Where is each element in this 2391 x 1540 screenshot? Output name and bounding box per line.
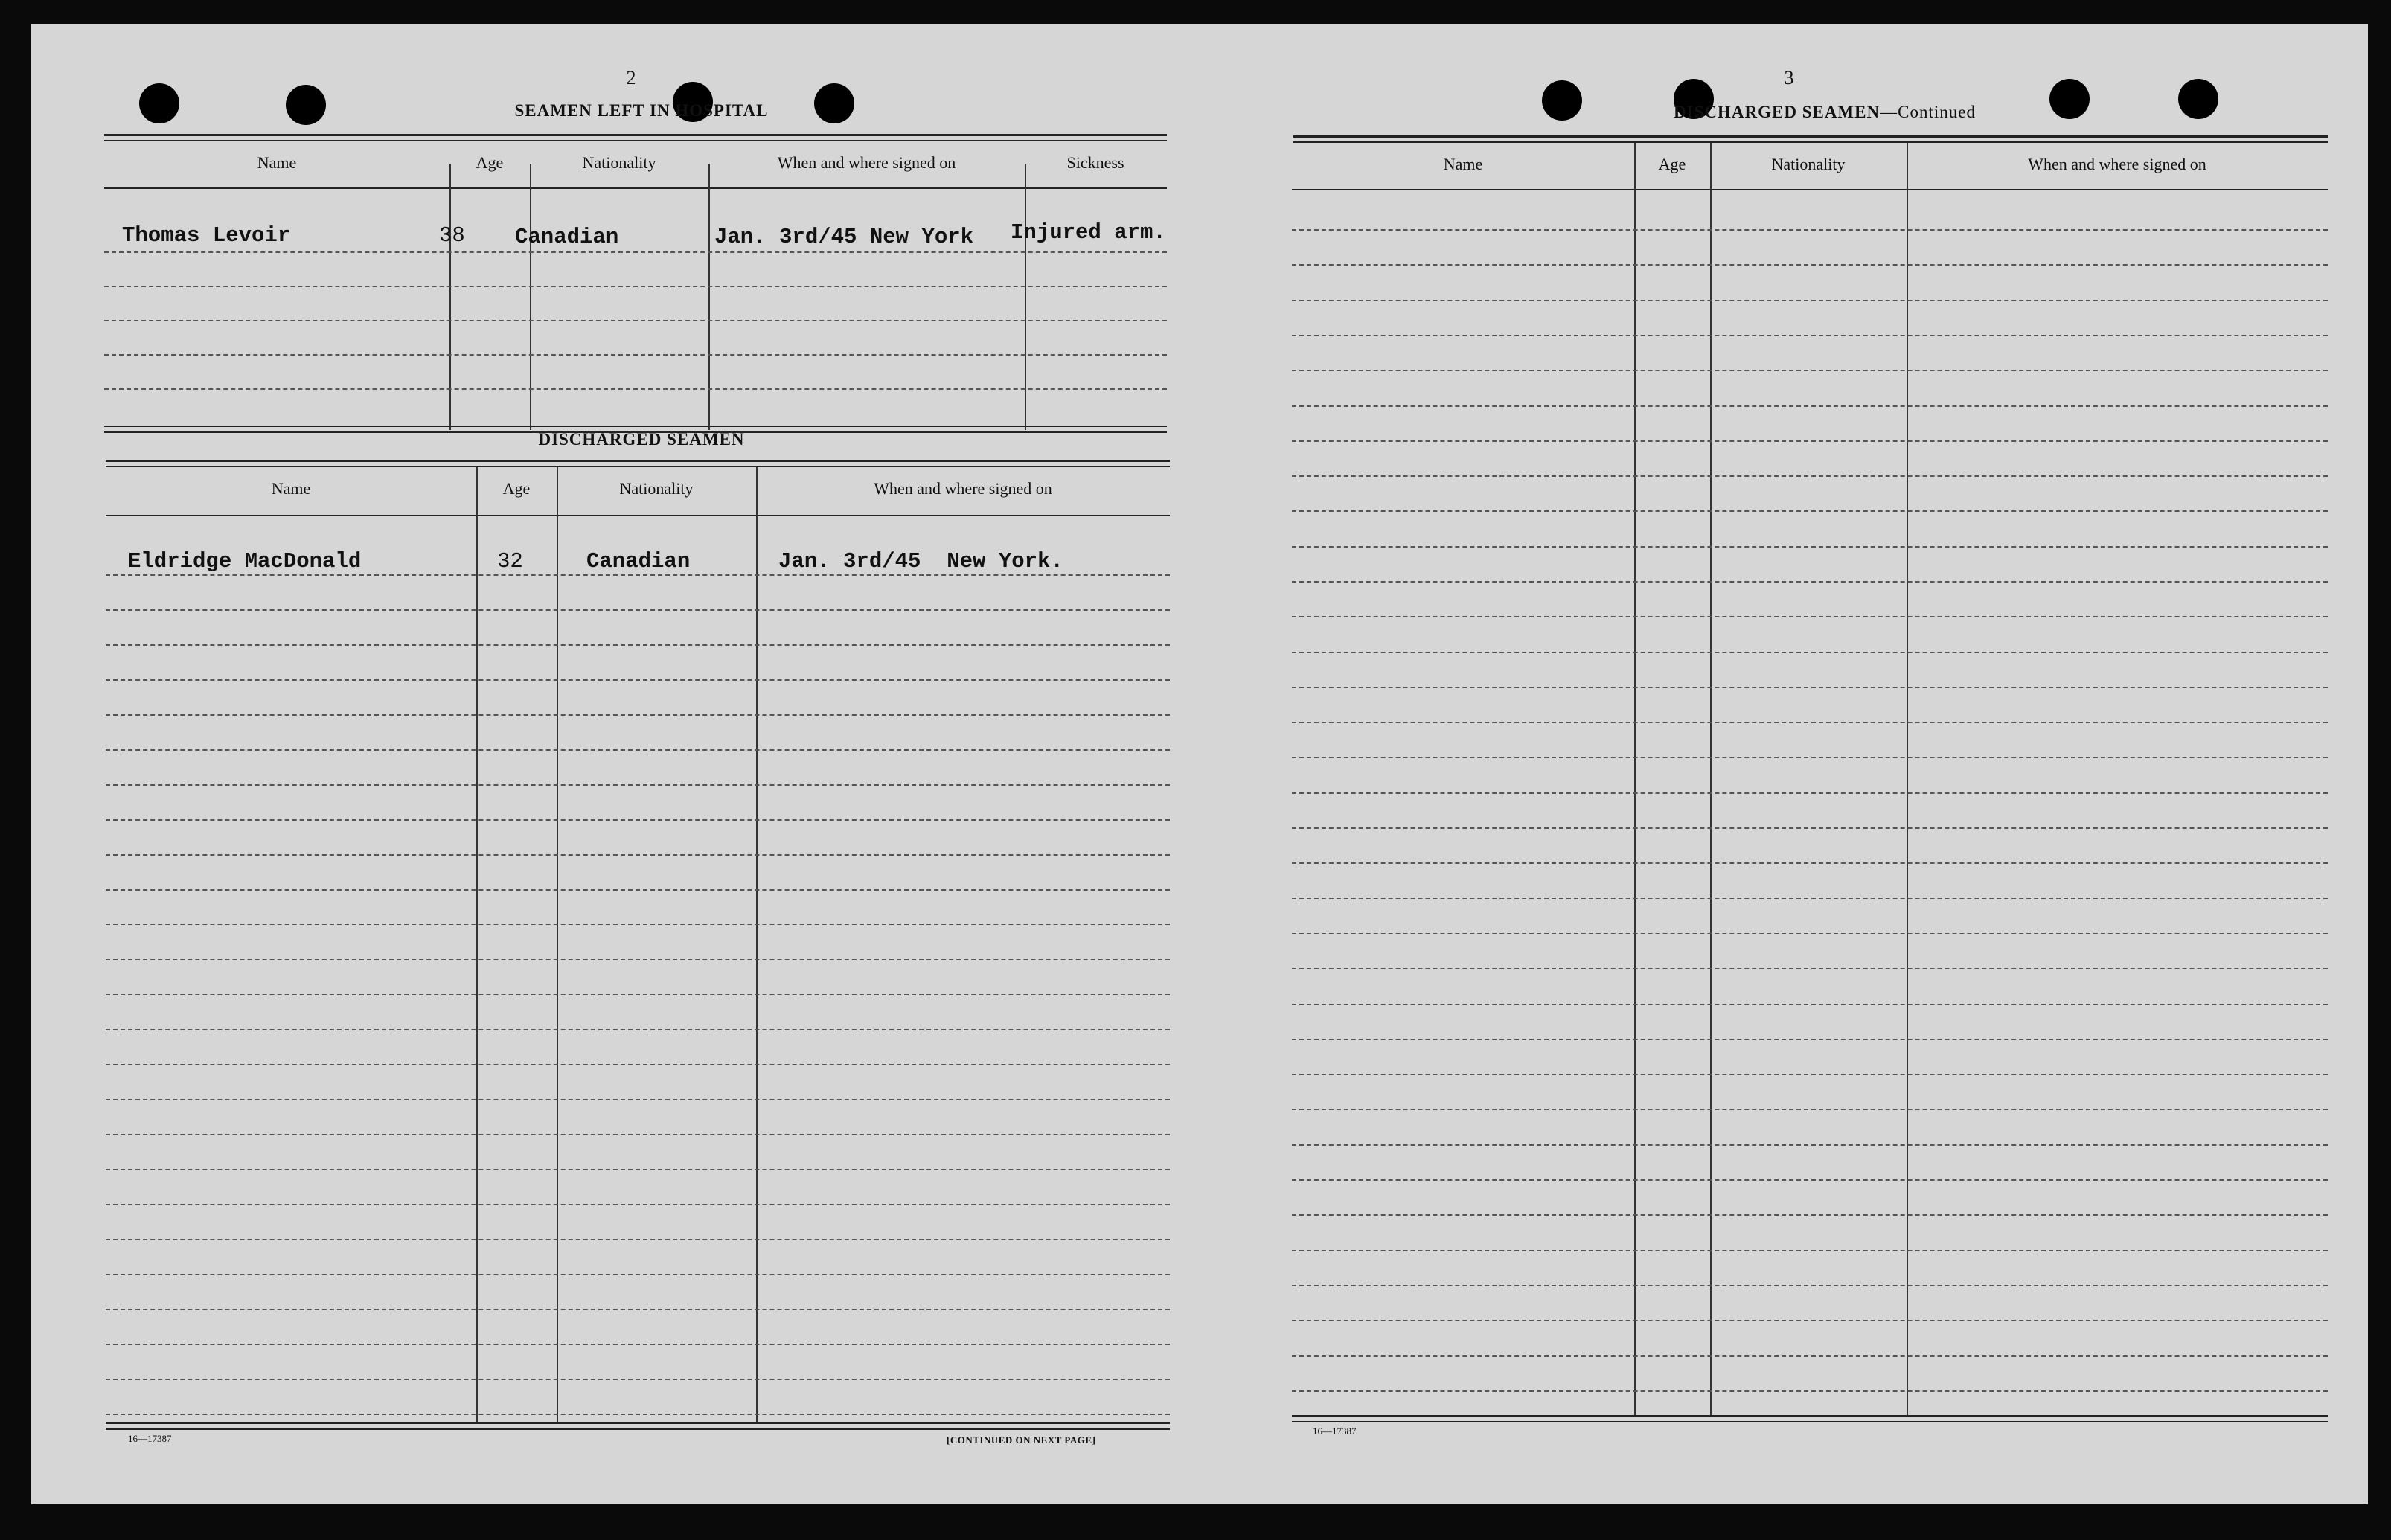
column-divider — [1025, 164, 1026, 430]
row-rule — [106, 1379, 1170, 1380]
table-bottom-rule — [106, 1422, 1170, 1424]
column-header-age: Age — [476, 153, 504, 172]
row-rule — [1292, 687, 2328, 688]
column-divider — [708, 164, 710, 430]
row-rule — [1292, 968, 2328, 969]
row-rule — [106, 609, 1170, 611]
table-bottom-rule — [1292, 1415, 2328, 1417]
row-rule — [1292, 475, 2328, 477]
form-number: 16—17387 — [1313, 1425, 1357, 1437]
row-rule — [1292, 652, 2328, 653]
row-rule — [106, 1029, 1170, 1030]
row-rule — [106, 1309, 1170, 1310]
row-rule — [1292, 827, 2328, 829]
row-rule — [106, 1344, 1170, 1345]
row-rule — [106, 1099, 1170, 1100]
row-rule — [1292, 335, 2328, 336]
table-top-rule — [106, 460, 1170, 462]
row-rule — [1292, 370, 2328, 371]
discharged-signed-on-cell: Jan. 3rd/45 New York. — [778, 549, 1063, 574]
discharged-age-cell: 32 — [497, 549, 523, 574]
table-top-rule — [104, 134, 1167, 136]
row-rule — [1292, 722, 2328, 723]
header-rule — [1292, 189, 2328, 190]
row-rule — [1292, 1039, 2328, 1040]
column-divider — [1634, 143, 1636, 1417]
row-rule — [106, 959, 1170, 960]
table-bottom-rule — [104, 426, 1167, 427]
row-rule — [106, 714, 1170, 716]
column-header-nationality: Nationality — [582, 153, 656, 172]
table-bottom-rule — [106, 1428, 1170, 1430]
row-rule — [106, 1204, 1170, 1205]
column-header-age: Age — [1658, 155, 1686, 173]
row-rule — [106, 679, 1170, 681]
punch-hole — [286, 85, 326, 125]
row-rule — [104, 320, 1167, 321]
hospital-name-cell: Thomas Levoir — [122, 223, 291, 248]
column-divider — [1710, 143, 1712, 1417]
punch-hole — [1542, 80, 1582, 121]
hospital-age-cell: 38 — [439, 223, 465, 248]
row-rule — [106, 924, 1170, 925]
row-rule — [106, 819, 1170, 821]
row-rule — [106, 574, 1170, 576]
hospital-section-title: SEAMEN LEFT IN HOSPITAL — [514, 101, 769, 120]
row-rule — [104, 354, 1167, 356]
row-rule — [104, 286, 1167, 287]
row-rule — [106, 644, 1170, 646]
title-main: DISCHARGED SEAMEN — [1674, 103, 1881, 121]
row-rule — [1292, 792, 2328, 794]
discharged-name-cell: Eldridge MacDonald — [128, 549, 362, 574]
page-number: 3 — [1784, 67, 1794, 89]
table-top-rule — [1293, 141, 2328, 143]
row-rule — [1292, 440, 2328, 442]
row-rule — [1292, 1004, 2328, 1005]
column-header-name: Name — [271, 479, 311, 498]
row-rule — [1292, 1390, 2328, 1392]
row-rule — [106, 854, 1170, 856]
row-rule — [1292, 1285, 2328, 1286]
column-divider — [530, 164, 531, 430]
column-header-signed-on: When and where signed on — [777, 153, 956, 172]
row-rule — [1292, 1074, 2328, 1075]
row-rule — [106, 889, 1170, 891]
form-number: 16—17387 — [128, 1433, 172, 1444]
page-number: 2 — [626, 67, 636, 89]
row-rule — [1292, 757, 2328, 758]
row-rule — [1292, 510, 2328, 512]
row-rule — [106, 1134, 1170, 1135]
row-rule — [1292, 229, 2328, 231]
row-rule — [1292, 1109, 2328, 1110]
discharged-section-title: DISCHARGED SEAMEN — [538, 430, 745, 449]
row-rule — [104, 388, 1167, 390]
hospital-sickness-cell: Injured arm. — [1011, 220, 1166, 245]
row-rule — [106, 749, 1170, 751]
row-rule — [104, 251, 1167, 253]
document-sheet — [31, 24, 2368, 1504]
header-rule — [104, 187, 1167, 189]
punch-hole — [139, 83, 179, 123]
row-rule — [106, 1414, 1170, 1415]
row-rule — [1292, 1179, 2328, 1181]
column-header-name: Name — [1443, 155, 1483, 173]
row-rule — [106, 1274, 1170, 1275]
row-rule — [106, 1169, 1170, 1170]
row-rule — [1292, 1144, 2328, 1146]
row-rule — [1292, 264, 2328, 266]
discharged-nationality-cell: Canadian — [586, 549, 691, 574]
column-header-signed-on: When and where signed on — [874, 479, 1052, 498]
row-rule — [1292, 898, 2328, 899]
row-rule — [1292, 1320, 2328, 1321]
table-top-rule — [106, 466, 1170, 467]
title-suffix: —Continued — [1880, 103, 1976, 121]
row-rule — [106, 1239, 1170, 1240]
row-rule — [1292, 300, 2328, 301]
row-rule — [1292, 1214, 2328, 1216]
column-header-nationality: Nationality — [1771, 155, 1846, 173]
row-rule — [106, 784, 1170, 786]
row-rule — [1292, 616, 2328, 617]
row-rule — [1292, 933, 2328, 934]
table-top-rule — [104, 140, 1167, 141]
column-header-nationality: Nationality — [619, 479, 694, 498]
hospital-signed-on-cell: Jan. 3rd/45 New York — [714, 225, 974, 249]
row-rule — [1292, 546, 2328, 548]
row-rule — [1292, 1355, 2328, 1357]
column-divider — [449, 164, 451, 430]
column-header-signed-on: When and where signed on — [2028, 155, 2206, 173]
hospital-nationality-cell: Canadian — [515, 225, 619, 249]
column-divider — [1907, 143, 1908, 1417]
column-header-age: Age — [502, 479, 531, 498]
row-rule — [1292, 405, 2328, 407]
row-rule — [1292, 581, 2328, 583]
table-bottom-rule — [1292, 1421, 2328, 1422]
column-header-sickness: Sickness — [1066, 153, 1124, 172]
row-rule — [106, 1064, 1170, 1065]
header-rule — [106, 515, 1170, 516]
row-rule — [1292, 1250, 2328, 1251]
discharged-continued-title — [1601, 103, 2048, 122]
column-header-name: Name — [257, 153, 297, 172]
punch-hole — [2049, 79, 2090, 119]
punch-hole — [2178, 79, 2218, 119]
table-top-rule — [1293, 135, 2328, 138]
row-rule — [106, 994, 1170, 995]
row-rule — [1292, 862, 2328, 864]
continued-note: [CONTINUED ON NEXT PAGE] — [947, 1434, 1096, 1446]
